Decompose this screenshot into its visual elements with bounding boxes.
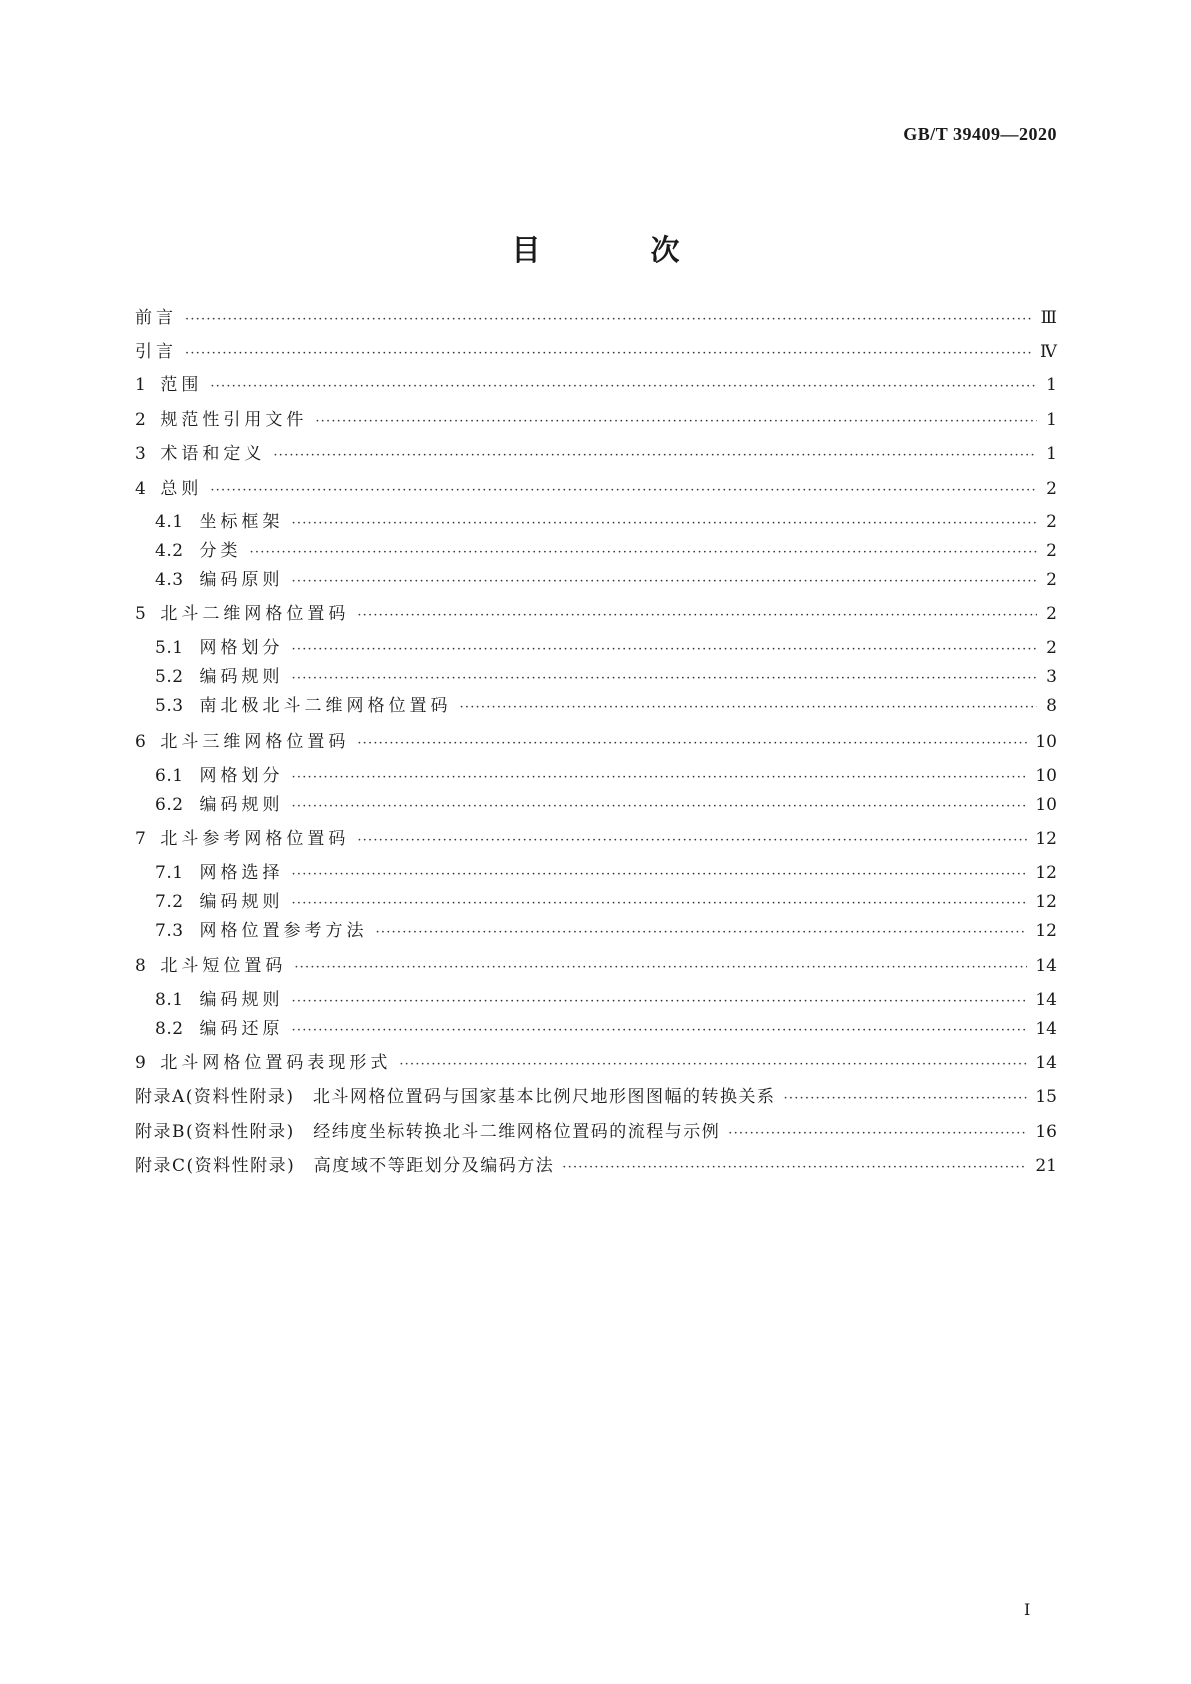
toc-entry[interactable]: [135, 826, 1057, 852]
toc-entry[interactable]: [155, 763, 1057, 789]
toc-dot-leader: [784, 1086, 1028, 1112]
toc-entry-number: 2: [135, 410, 147, 430]
toc-entry-page: 12: [1035, 921, 1057, 941]
toc-entry-label: 附录A(资料性附录) 北斗网格位置码与国家基本比例尺地形图图幅的转换关系: [135, 1087, 776, 1107]
toc-dot-leader: [292, 891, 1028, 917]
toc-entry-page: 14: [1035, 956, 1057, 976]
toc-entry-number: 5.1: [155, 638, 184, 658]
toc-entry-page: 14: [1035, 1053, 1057, 1073]
toc-dot-leader: [185, 307, 1033, 333]
toc-entry-label: 规范性引用文件: [160, 410, 308, 430]
toc-entry-label: 引言: [135, 342, 177, 362]
toc-entry[interactable]: [155, 635, 1057, 661]
toc-entry[interactable]: [155, 792, 1057, 818]
toc-dot-leader: [357, 828, 1027, 854]
toc-entry-label: 编码规则: [199, 795, 284, 815]
toc-entry-label: 编码还原: [199, 1019, 284, 1039]
toc-entry[interactable]: [135, 1084, 1057, 1110]
page-number: I: [1024, 1600, 1031, 1619]
toc-dot-leader: [292, 989, 1028, 1015]
toc-dot-leader: [292, 511, 1037, 537]
toc-entry-label: 网格划分: [199, 638, 284, 658]
toc-entry-label: 附录C(资料性附录) 高度域不等距划分及编码方法: [135, 1156, 555, 1176]
toc-entry[interactable]: [135, 339, 1057, 365]
toc-entry-page: 12: [1035, 892, 1057, 912]
toc-entry-page: 1: [1046, 444, 1057, 464]
toc-entry[interactable]: [155, 918, 1057, 944]
toc-entry[interactable]: [135, 1119, 1057, 1145]
toc-entry-label: 坐标框架: [199, 512, 284, 532]
toc-entry-page: 2: [1046, 604, 1057, 624]
toc-entry-number: 7.3: [155, 921, 184, 941]
toc-entry-page: 8: [1046, 696, 1057, 716]
toc-entry-number: 6.1: [155, 766, 184, 786]
toc-entry[interactable]: [155, 509, 1057, 535]
toc-entry-number: 6.2: [155, 795, 184, 815]
toc-entry-page: Ⅳ: [1040, 342, 1057, 362]
toc-entry-number: 4.1: [155, 512, 184, 532]
standard-code: GB/T 39409—2020: [903, 124, 1057, 144]
toc-entry-number: 7.1: [155, 863, 184, 883]
toc-entry-number: 8.2: [155, 1019, 184, 1039]
toc-entry-label: 分类: [199, 541, 242, 561]
toc-entry-page: 16: [1035, 1122, 1057, 1142]
toc-entry[interactable]: [155, 567, 1057, 593]
toc-entry-number: 4.3: [155, 570, 184, 590]
toc-dot-leader: [185, 341, 1032, 367]
toc-dot-leader: [728, 1121, 1027, 1147]
toc-entry-page: 21: [1035, 1156, 1057, 1176]
toc-entry[interactable]: [135, 953, 1057, 979]
toc-entry-label: 附录B(资料性附录) 经纬度坐标转换北斗二维网格位置码的流程与示例: [135, 1122, 721, 1142]
toc-entry-number: 3: [135, 444, 147, 464]
toc-entry[interactable]: [135, 372, 1057, 398]
toc-dot-leader: [250, 540, 1037, 566]
toc-entry-page: 1: [1046, 410, 1057, 430]
toc-dot-leader: [376, 920, 1028, 946]
toc-entry[interactable]: [135, 1153, 1057, 1179]
toc-entry-number: 6: [135, 732, 147, 752]
toc-entry-label: 前言: [135, 308, 177, 328]
toc-dot-leader: [357, 603, 1037, 629]
toc-entry[interactable]: [135, 1050, 1057, 1076]
toc-entry-page: 10: [1035, 795, 1057, 815]
toc-entry-page: 12: [1035, 829, 1057, 849]
toc-entry[interactable]: [155, 889, 1057, 915]
toc-dot-leader: [210, 374, 1037, 400]
toc-entry[interactable]: [155, 987, 1057, 1013]
toc-entry-page: 14: [1035, 1019, 1057, 1039]
toc-entry[interactable]: [135, 441, 1057, 467]
toc-entry[interactable]: [155, 1016, 1057, 1042]
toc-entry-page: 1: [1046, 375, 1057, 395]
toc-entry-number: 4: [135, 479, 147, 499]
toc-dot-leader: [210, 478, 1037, 504]
toc-entry-label: 北斗网格位置码表现形式: [160, 1053, 392, 1073]
toc-dot-leader: [292, 794, 1028, 820]
toc-entry-number: 8: [135, 956, 147, 976]
toc-entry-number: 9: [135, 1053, 147, 1073]
toc-entry-page: 2: [1046, 541, 1057, 561]
toc-dot-leader: [292, 1018, 1028, 1044]
toc-entry-page: 2: [1046, 638, 1057, 658]
toc-entry-label: 北斗参考网格位置码: [160, 829, 350, 849]
toc-entry-label: 网格位置参考方法: [199, 921, 368, 941]
toc-entry-page: 12: [1035, 863, 1057, 883]
toc-entry-page: 15: [1035, 1087, 1057, 1107]
toc-entry[interactable]: [135, 729, 1057, 755]
toc-dot-leader: [273, 443, 1037, 469]
toc-entry[interactable]: [135, 305, 1057, 331]
toc-dot-leader: [292, 862, 1028, 888]
toc-entry-number: 7.2: [155, 892, 184, 912]
toc-entry-page: 10: [1035, 766, 1057, 786]
toc-entry-label: 南北极北斗二维网格位置码: [199, 696, 452, 716]
toc-dot-leader: [292, 569, 1037, 595]
toc-entry-label: 北斗短位置码: [160, 956, 287, 976]
toc-dot-leader: [292, 765, 1028, 791]
toc-entry[interactable]: [155, 538, 1057, 564]
toc-entry-number: 5.3: [155, 696, 184, 716]
toc-entry-label: 范围: [160, 375, 203, 395]
toc-entry-number: 5.2: [155, 667, 184, 687]
toc-entry-label: 网格选择: [199, 863, 284, 883]
toc-entry-label: 编码规则: [199, 892, 284, 912]
toc-entry-number: 1: [135, 375, 147, 395]
toc-entry[interactable]: [135, 407, 1057, 433]
toc-entry[interactable]: [135, 476, 1057, 502]
toc-entry-page: 3: [1046, 667, 1057, 687]
toc-entry-label: 北斗二维网格位置码: [160, 604, 350, 624]
toc-entry[interactable]: [155, 693, 1057, 719]
toc-entry-label: 总则: [160, 479, 203, 499]
toc-entry-label: 编码规则: [199, 990, 284, 1010]
toc-entry-label: 编码规则: [199, 667, 284, 687]
toc-entry-label: 术语和定义: [160, 444, 266, 464]
toc-entry-page: 14: [1035, 990, 1057, 1010]
toc-entry-label: 网格划分: [199, 766, 284, 786]
toc-dot-leader: [460, 695, 1037, 721]
toc-dot-leader: [292, 637, 1037, 663]
toc-dot-leader: [562, 1155, 1027, 1181]
toc-entry-number: 4.2: [155, 541, 184, 561]
toc-entry-page: 2: [1046, 570, 1057, 590]
toc-entry-number: 8.1: [155, 990, 184, 1010]
toc-entry[interactable]: [155, 664, 1057, 690]
toc-dot-leader: [292, 666, 1037, 692]
toc-entry-label: 编码原则: [199, 570, 284, 590]
toc-entry-page: Ⅲ: [1040, 308, 1057, 328]
toc-dot-leader: [294, 955, 1027, 981]
toc-entry-page: 2: [1046, 512, 1057, 532]
toc-entry-page: 2: [1046, 479, 1057, 499]
toc-dot-leader: [357, 731, 1027, 757]
toc-entry-label: 北斗三维网格位置码: [160, 732, 350, 752]
page-title: 目 次: [511, 233, 730, 267]
toc-entry-page: 10: [1035, 732, 1057, 752]
toc-entry[interactable]: [135, 601, 1057, 627]
toc-entry[interactable]: [155, 860, 1057, 886]
toc-dot-leader: [399, 1052, 1027, 1078]
toc-entry-number: 5: [135, 604, 147, 624]
toc-entry-number: 7: [135, 829, 147, 849]
toc-dot-leader: [315, 409, 1037, 435]
